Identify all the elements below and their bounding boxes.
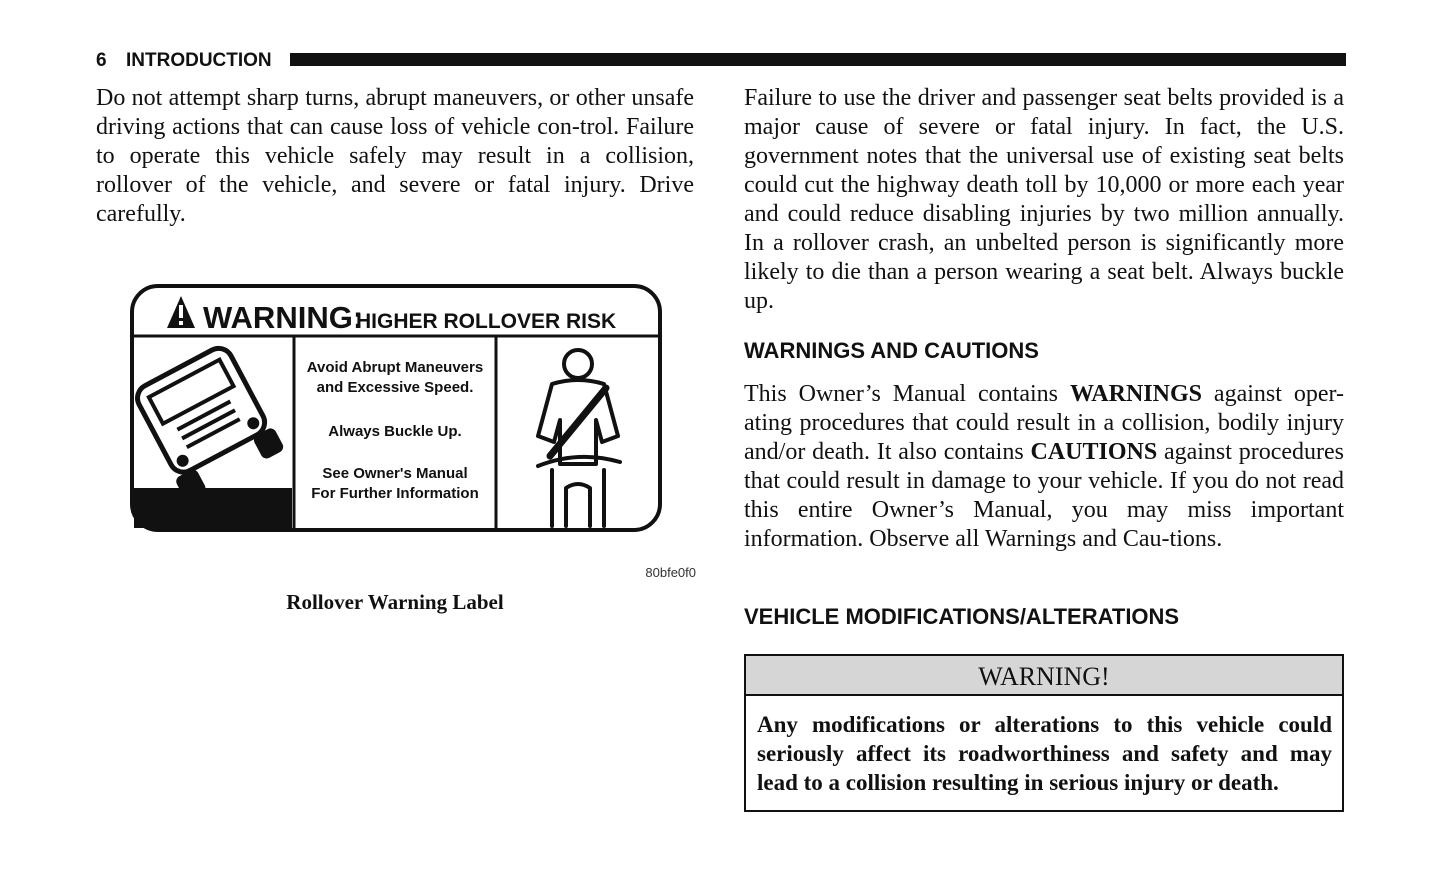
warning-box: [744, 654, 1344, 812]
warnings-paragraph: [744, 380, 1344, 554]
warning-box-title: WARNING!: [746, 656, 1342, 696]
label-line-avoid: Avoid Abrupt Maneuvers: [306, 359, 484, 376]
warnings-bold: WARNINGS: [1069, 381, 1202, 407]
warnings-text-a: This Owner’s Manual contains: [744, 381, 1070, 407]
page-number: 6: [96, 50, 107, 71]
label-title-risk: HIGHER ROLLOVER RISK: [356, 310, 617, 333]
intro-paragraph: Do not attempt sharp turns, abrupt maneuvers, or other unsafe driving actions that can cause loss of vehicle con-trol. Failure to operate this vehicle safely may result in a collision, rollover of the vehicle, and severe or fatal injury. Drive carefully.: [96, 85, 694, 227]
right-column: [744, 84, 1344, 316]
warning-box-body: Any modifications or alterations to this vehicle could seriously affect its roadworthiness and safety and may lead to a collision resulting in serious injury or death.: [757, 712, 1332, 795]
rollover-warning-figure: [120, 240, 696, 580]
label-line-buckle: Always Buckle Up.: [328, 423, 462, 440]
seatbelt-paragraph: Failure to use the driver and passenger seat belts provided is a major cause of severe or fatal injury. In fact, the U.S. government notes that the universal use of existing seat belts could cut the highway death toll by 10,000 or more each year and could reduce disabling injuries by two million annually. In a rollover crash, an unbelted person is significantly more likely to die than a person wearing a seat belt. Always buckle up.: [744, 85, 1344, 314]
label-line-info: For Further Information: [311, 485, 479, 502]
left-column: [96, 84, 694, 229]
label-line-speed: and Excessive Speed.: [316, 379, 474, 396]
figure-caption: Rollover Warning Label: [286, 590, 504, 614]
section-title: INTRODUCTION: [126, 50, 272, 71]
heading-warnings-cautions: WARNINGS AND CAUTIONS: [744, 338, 1039, 363]
header-rule: [290, 53, 1346, 66]
page-header: [96, 50, 1346, 72]
warnings-paragraph-wrap: [744, 380, 1344, 554]
heading-vehicle-modifications: VEHICLE MODIFICATIONS/ALTERATIONS: [744, 604, 1180, 629]
rollover-label-graphic: [120, 240, 696, 560]
cautions-bold: CAUTIONS: [1030, 439, 1158, 465]
figure-code: 80bfe0f0: [645, 565, 696, 580]
label-line-manual: See Owner's Manual: [322, 465, 468, 482]
label-title-warning: WARNING:: [203, 300, 364, 335]
warnings-text-c: against oper-ating procedures that could result in a collision, bodily injury and/or death. It also contains: [744, 381, 1345, 465]
warnings-text-e: against procedures that could result in damage to your vehicle. If you do not read this entire Owner’s Manual, you may miss important information. Observe all Warnings and Cau-tions.: [744, 439, 1345, 552]
